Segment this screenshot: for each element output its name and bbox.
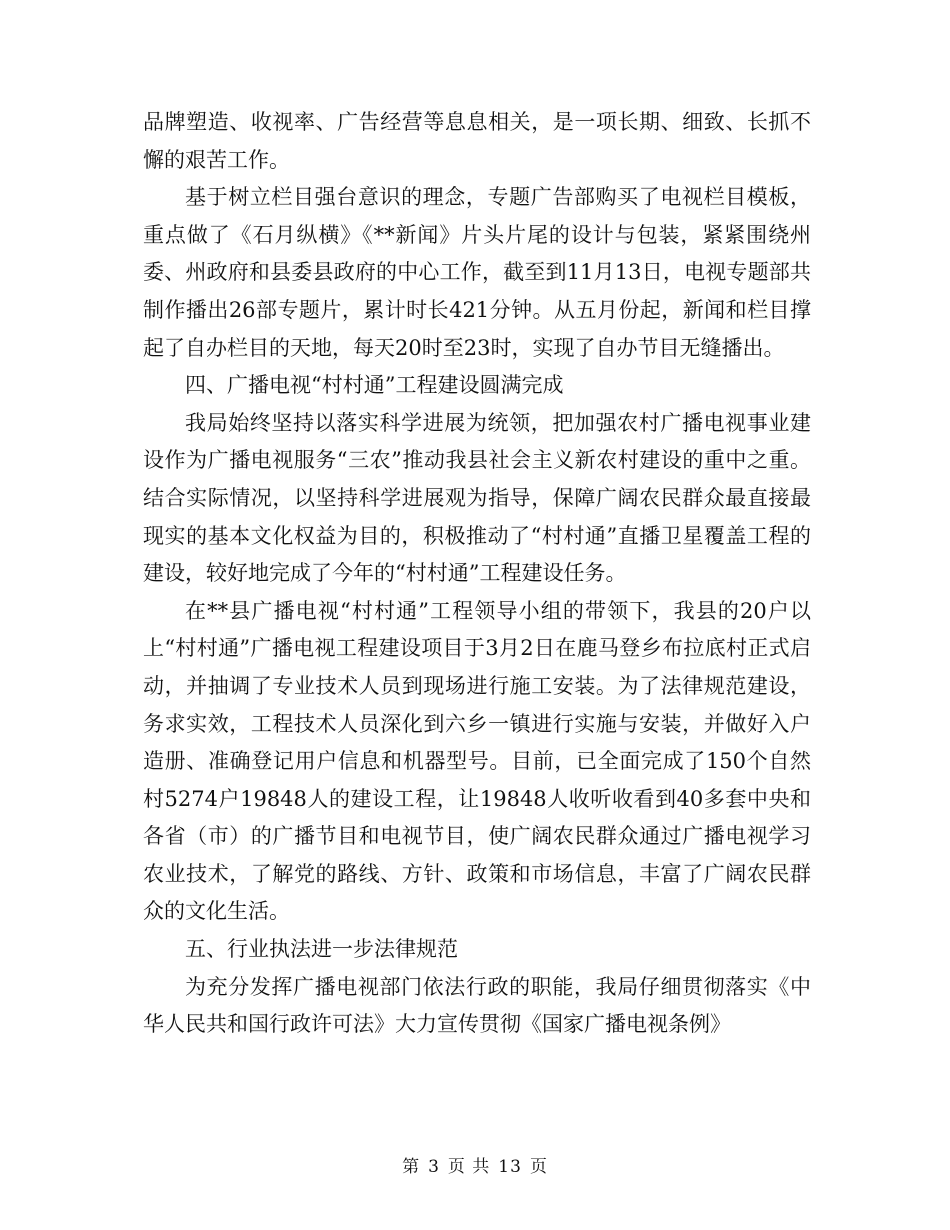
- paragraph-project-progress: 在**县广播电视“村村通”工程领导小组的带领下，我县的20户以上“村村通”广播电视工程建设项目于3月2日在鹿马登乡布拉底村正式启动，并抽调了专业技术人员到现场进行施工安装。为了法律规范建设，务求实效，工程技术人员深化到六乡一镇进行实施与安装，并做好入户造册、准确登记用户信息和机器型号。目前，已全面完成了150个自然村5274户19848人的建设工程，让19848人收听收看到40多套中央和各省（市）的广播节目和电视节目，使广阔农民群众通过广播电视学习农业技术，了解党的路线、方针、政策和市场信息，丰富了广阔农民群众的文化生活。: [143, 598, 811, 924]
- footer-page-number: 3: [428, 1157, 440, 1177]
- footer-prefix: 第: [402, 1157, 421, 1177]
- paragraph-column-production: 基于树立栏目强台意识的理念，专题广告部购买了电视栏目模板，重点做了《石月纵横》《**新闻》片头片尾的设计与包装，紧紧围绕州委、州政府和县委县政府的中心工作，截至到11月13日，电视专题部共制作播出26部专题片，累计时长421分钟。从五月份起，新闻和栏目撑起了自办栏目的天地，每天20时至23时，实现了自办节目无缝播出。: [143, 185, 811, 360]
- paragraph-law-enforcement: 为充分发挥广播电视部门依法行政的职能，我局仔细贯彻落实《中华人民共和国行政许可法》大力宣传贯彻《国家广播电视条例》: [143, 974, 811, 1037]
- footer-middle: 页 共: [447, 1157, 491, 1177]
- section-heading-4: 四、广播电视“村村通”工程建设圆满完成: [185, 373, 564, 398]
- document-body: [143, 104, 811, 1044]
- footer-total-pages: 13: [498, 1157, 522, 1177]
- page-footer: [0, 1152, 950, 1177]
- paragraph-rural-coverage: 我局始终坚持以落实科学进展为统领，把加强农村广播电视事业建设作为广播电视服务“三农”推动我县社会主义新农村建设的重中之重。结合实际情况，以坚持科学进展观为指导，保障广阔农民群众最直接最现实的基本文化权益为目的，积极推动了“村村通”直播卫星覆盖工程的建设，较好地完成了今年的“村村通”工程建设任务。: [143, 410, 811, 586]
- footer-suffix: 页: [529, 1157, 548, 1177]
- section-heading-5: 五、行业执法进一步法律规范: [185, 937, 458, 962]
- paragraph-continuation: 品牌塑造、收视率、广告经营等息息相关，是一项长期、细致、长抓不懈的艰苦工作。: [143, 110, 811, 172]
